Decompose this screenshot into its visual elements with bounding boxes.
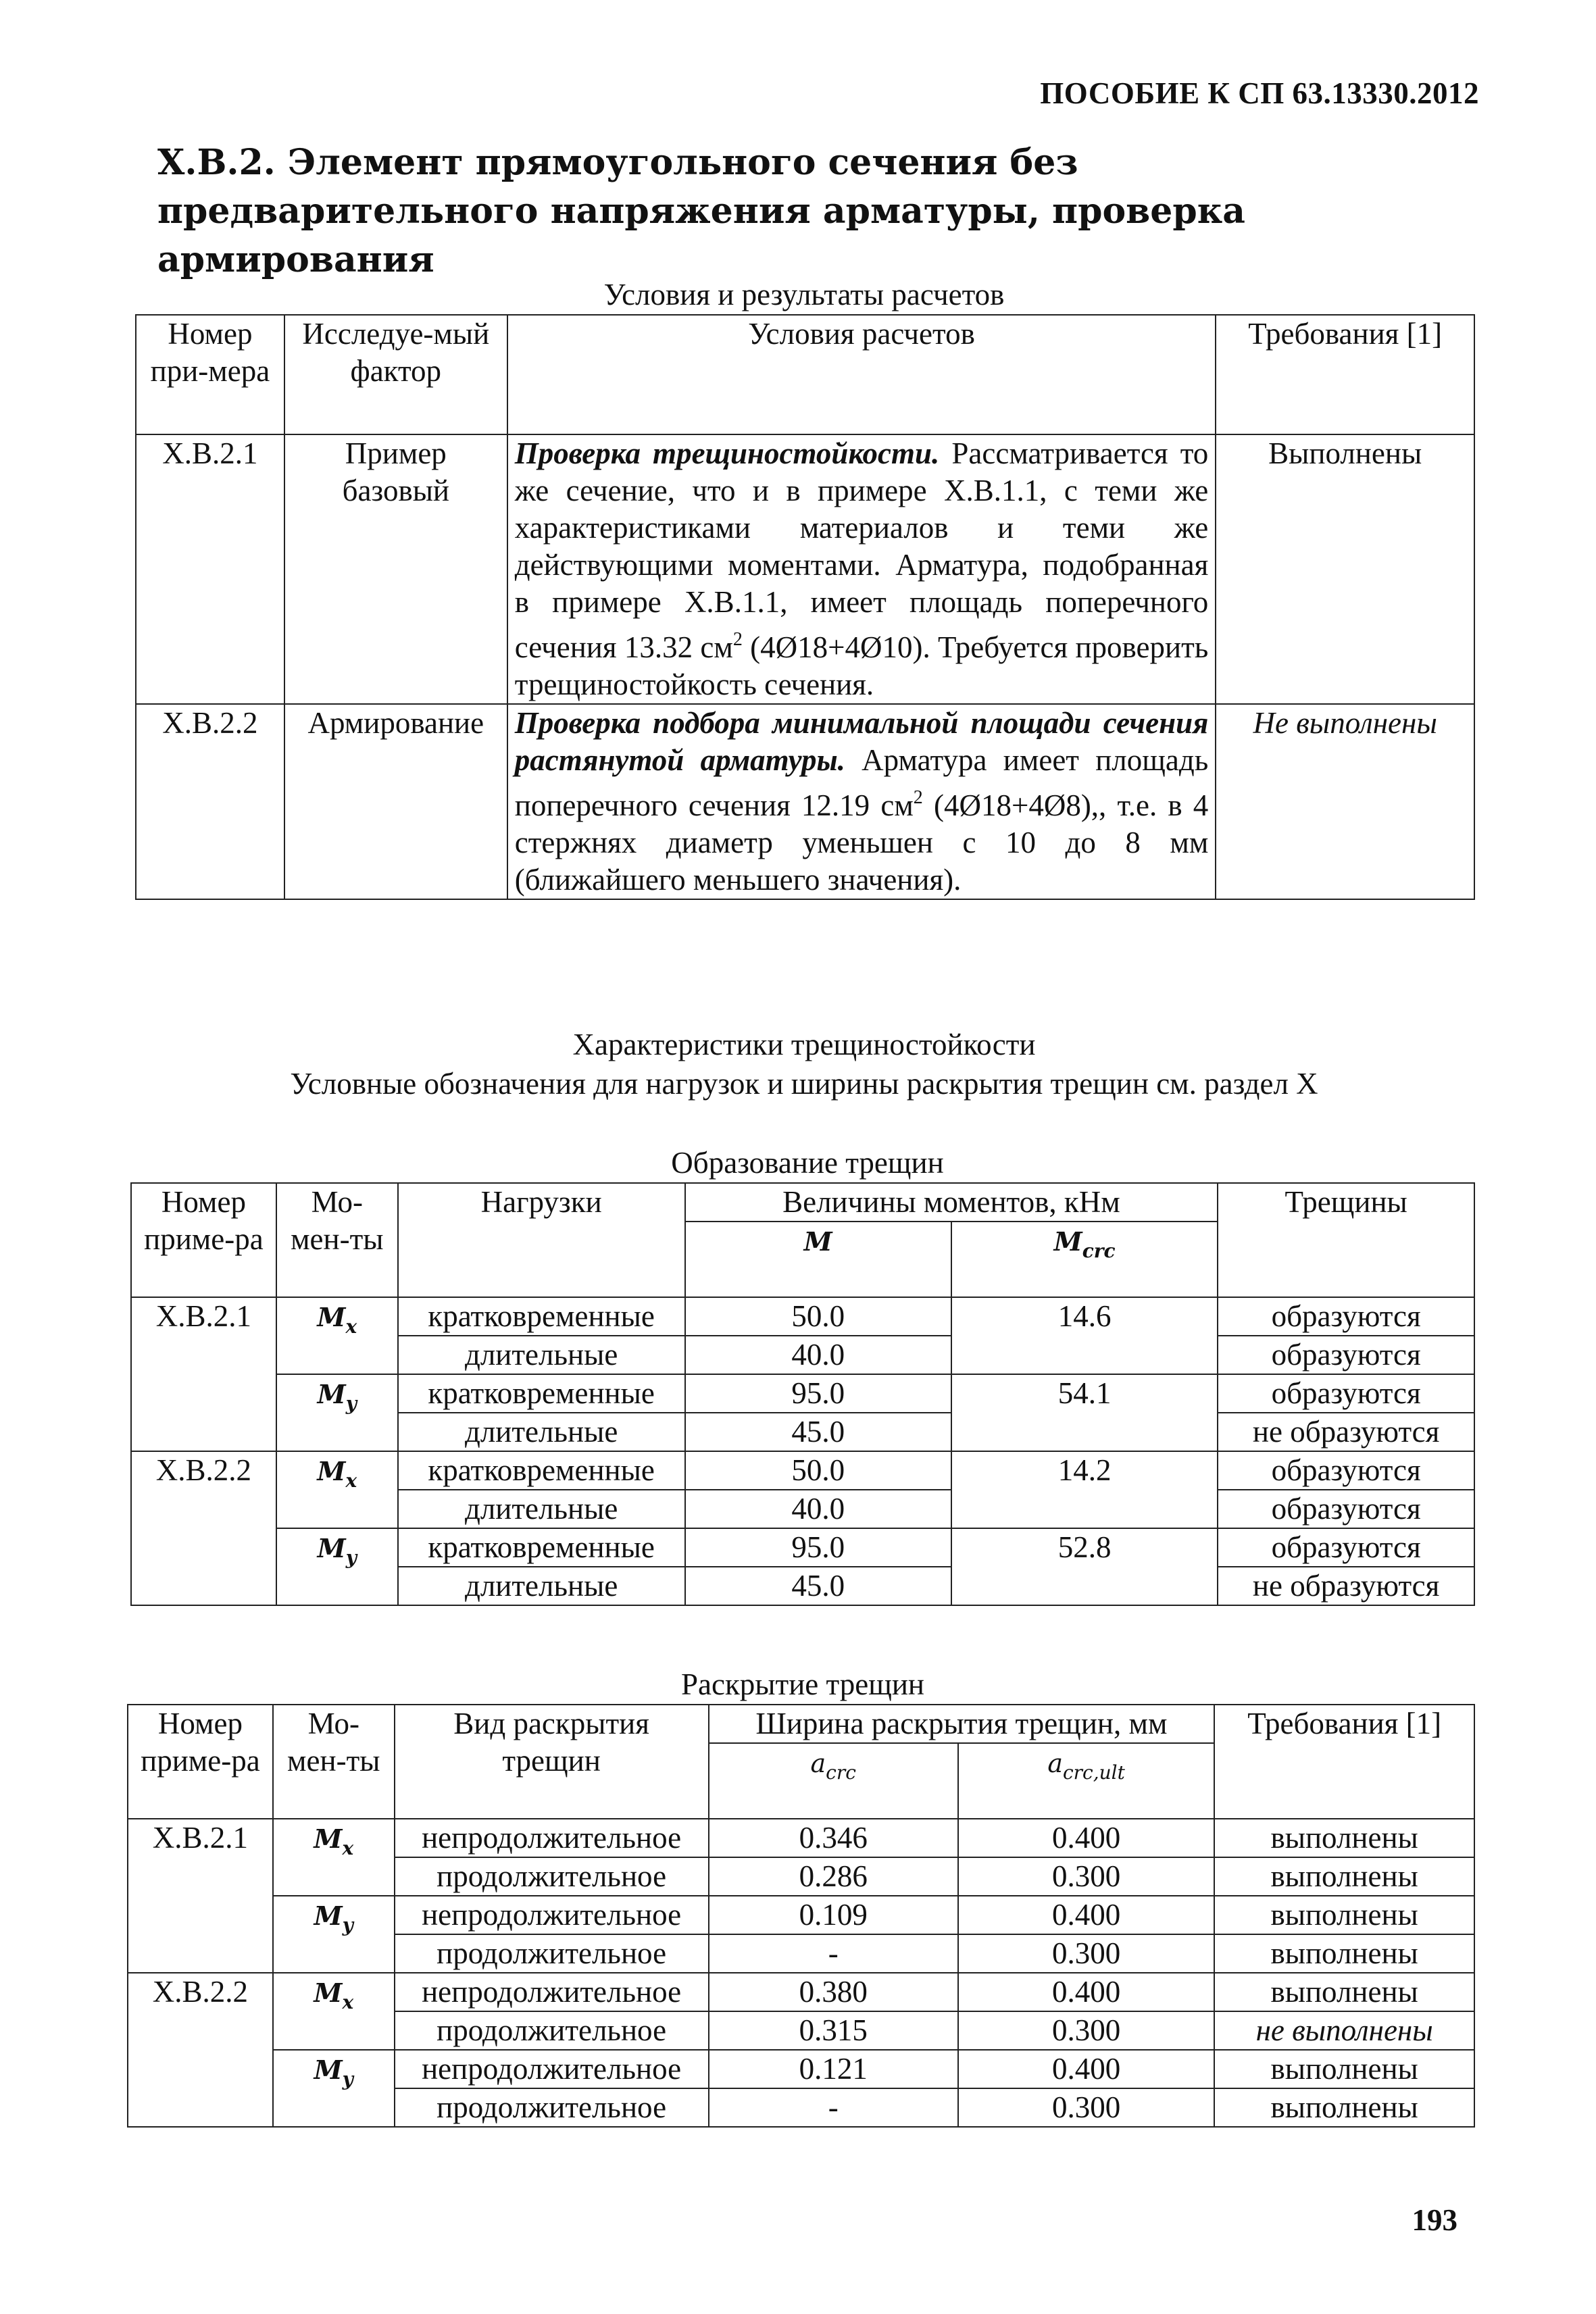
acrc-ult-value: 0.300 bbox=[958, 2011, 1214, 2050]
example-number: Х.В.2.2 bbox=[136, 704, 284, 899]
conditions-cell bbox=[507, 704, 1216, 899]
conditions-text-end: (4Ø18+4Ø10). Требуется проверить трещиностойкость сечения. bbox=[514, 630, 1209, 701]
moment-cell: $M_x$ bbox=[276, 1297, 398, 1374]
crack-formation-table bbox=[130, 1182, 1475, 1606]
conditions-text: Арматура имеет площадь поперечного сечения 12.19 см bbox=[514, 743, 1209, 822]
acrc-ult-value: 0.300 bbox=[958, 1857, 1214, 1896]
conditions-cell bbox=[507, 434, 1216, 704]
col-header-moment-values: Величины моментов, кНм bbox=[685, 1183, 1218, 1222]
table-row bbox=[136, 434, 1474, 704]
conditions-text-end: (4Ø18+4Ø8),, т.е. в 4 стержнях диаметр уменьшен с 10 до 8 мм (ближайшего меньшего значения). bbox=[514, 788, 1209, 897]
col-header-crack-width: Ширина раскрытия трещин, мм bbox=[709, 1705, 1215, 1743]
requirements-cell: не выполнены bbox=[1214, 2011, 1474, 2050]
acrc-ult-value: 0.300 bbox=[958, 2088, 1214, 2127]
table-row bbox=[128, 2050, 1474, 2088]
col-header-opening-type: Вид раскрытия трещин bbox=[395, 1705, 709, 1819]
load-cell: длительные bbox=[398, 1413, 685, 1451]
opening-type-cell: продолжительное bbox=[395, 1934, 709, 1973]
M-value: 45.0 bbox=[685, 1413, 951, 1451]
load-cell: длительные bbox=[398, 1490, 685, 1528]
table-row bbox=[131, 1374, 1474, 1413]
table1-caption: Условия и результаты расчетов bbox=[603, 278, 1005, 311]
load-cell: длительные bbox=[398, 1336, 685, 1374]
col-header-Mcrc: $M_{crc}$ bbox=[951, 1222, 1218, 1297]
cracks-cell: образуются bbox=[1218, 1297, 1474, 1336]
acrc-value: 0.346 bbox=[709, 1819, 958, 1857]
crack-opening-table bbox=[127, 1704, 1475, 2128]
table-row bbox=[136, 704, 1474, 899]
opening-type-cell: продолжительное bbox=[395, 2011, 709, 2050]
M-value: 40.0 bbox=[685, 1336, 951, 1374]
requirements-cell: выполнены bbox=[1214, 2088, 1474, 2127]
table-row bbox=[131, 1451, 1474, 1490]
acrc-ult-value: 0.400 bbox=[958, 1896, 1214, 1934]
factor-cell: Армирование bbox=[284, 704, 507, 899]
moment-cell: $M_y$ bbox=[276, 1374, 398, 1451]
factor-cell: Пример базовый bbox=[284, 434, 507, 704]
section-title: Характеристики трещиностойкости bbox=[572, 1028, 1036, 1061]
table3-caption: Раскрытие трещин bbox=[680, 1667, 925, 1701]
M-value: 95.0 bbox=[685, 1528, 951, 1567]
cracks-cell: образуются bbox=[1218, 1374, 1474, 1413]
table-header-row bbox=[131, 1183, 1474, 1222]
acrc-value: - bbox=[709, 2088, 958, 2127]
Mcrc-value: 52.8 bbox=[951, 1528, 1218, 1605]
col-header-moments: Мо-мен-ты bbox=[276, 1183, 398, 1297]
requirements-cell: выполнены bbox=[1214, 1896, 1474, 1934]
load-cell: кратковременные bbox=[398, 1528, 685, 1567]
col-header-requirements: Требования [1] bbox=[1214, 1705, 1474, 1819]
Mcrc-value: 14.2 bbox=[951, 1451, 1218, 1528]
moment-cell: $M_y$ bbox=[276, 1528, 398, 1605]
acrc-value: 0.286 bbox=[709, 1857, 958, 1896]
opening-type-cell: непродолжительное bbox=[395, 1896, 709, 1934]
M-value: 95.0 bbox=[685, 1374, 951, 1413]
requirements-cell: выполнены bbox=[1214, 2050, 1474, 2088]
moment-cell: $M_x$ bbox=[276, 1451, 398, 1528]
acrc-value: 0.380 bbox=[709, 1973, 958, 2011]
requirements-cell: выполнены bbox=[1214, 1934, 1474, 1973]
requirements-cell: Выполнены bbox=[1216, 434, 1474, 704]
cracks-cell: образуются bbox=[1218, 1336, 1474, 1374]
section-heading: Х.В.2. Элемент прямоугольного сечения без предварительного напряжения арматуры, проверка армирования bbox=[157, 142, 1245, 280]
example-number: Х.В.2.1 bbox=[128, 1819, 273, 1973]
col-header-cracks: Трещины bbox=[1218, 1183, 1474, 1297]
acrc-ult-value: 0.400 bbox=[958, 1973, 1214, 2011]
opening-type-cell: продолжительное bbox=[395, 1857, 709, 1896]
section-subtitle: Условные обозначения для нагрузок и ширины раскрытия трещин см. раздел Х bbox=[290, 1067, 1318, 1101]
cracks-cell: образуются bbox=[1218, 1528, 1474, 1567]
cracks-cell: образуются bbox=[1218, 1451, 1474, 1490]
col-header-requirements: Требования [1] bbox=[1216, 315, 1474, 434]
requirements-cell: выполнены bbox=[1214, 1973, 1474, 2011]
document-header: ПОСОБИЕ К СП 63.13330.2012 bbox=[1040, 76, 1479, 110]
col-header-loads: Нагрузки bbox=[398, 1183, 685, 1297]
cracks-cell: не образуются bbox=[1218, 1567, 1474, 1605]
col-header-factor: Исследуе-мый фактор bbox=[284, 315, 507, 434]
table2-caption: Образование трещин bbox=[671, 1146, 944, 1180]
opening-type-cell: непродолжительное bbox=[395, 2050, 709, 2088]
col-header-M: M bbox=[685, 1222, 951, 1297]
conditions-table bbox=[135, 314, 1475, 900]
example-number: Х.В.2.2 bbox=[131, 1451, 276, 1605]
col-header-acrc: $a_{crc}$ bbox=[709, 1743, 958, 1819]
requirements-cell: Не выполнены bbox=[1216, 704, 1474, 899]
acrc-value: 0.121 bbox=[709, 2050, 958, 2088]
table-row bbox=[131, 1528, 1474, 1567]
requirements-cell: выполнены bbox=[1214, 1857, 1474, 1896]
conditions-lead: Проверка трещиностойкости. bbox=[514, 436, 940, 470]
col-header-moments: Мо-мен-ты bbox=[273, 1705, 395, 1819]
table-header-row bbox=[128, 1705, 1474, 1743]
table-row bbox=[128, 1896, 1474, 1934]
superscript: 2 bbox=[732, 629, 743, 650]
example-number: Х.В.2.1 bbox=[136, 434, 284, 704]
load-cell: кратковременные bbox=[398, 1297, 685, 1336]
moment-cell: $M_y$ bbox=[273, 2050, 395, 2127]
example-number: Х.В.2.1 bbox=[131, 1297, 276, 1451]
moment-cell: $M_y$ bbox=[273, 1896, 395, 1973]
col-header-acrc-ult: $a_{crc,ult}$ bbox=[958, 1743, 1214, 1819]
col-header-number: Номер при-мера bbox=[136, 315, 284, 434]
acrc-value: 0.109 bbox=[709, 1896, 958, 1934]
requirements-cell: выполнены bbox=[1214, 1819, 1474, 1857]
opening-type-cell: продолжительное bbox=[395, 2088, 709, 2127]
load-cell: кратковременные bbox=[398, 1374, 685, 1413]
conditions-lead: Проверка подбора минимальной площади сечения растянутой арматуры. bbox=[514, 706, 1209, 777]
table-row bbox=[131, 1297, 1474, 1336]
opening-type-cell: непродолжительное bbox=[395, 1819, 709, 1857]
acrc-ult-value: 0.400 bbox=[958, 1819, 1214, 1857]
Mcrc-value: 14.6 bbox=[951, 1297, 1218, 1374]
acrc-ult-value: 0.300 bbox=[958, 1934, 1214, 1973]
acrc-value: 0.315 bbox=[709, 2011, 958, 2050]
Mcrc-value: 54.1 bbox=[951, 1374, 1218, 1451]
M-value: 45.0 bbox=[685, 1567, 951, 1605]
superscript: 2 bbox=[913, 787, 923, 808]
page-number: 193 bbox=[1412, 2203, 1457, 2237]
cracks-cell: не образуются bbox=[1218, 1413, 1474, 1451]
M-value: 50.0 bbox=[685, 1297, 951, 1336]
moment-cell: $M_x$ bbox=[273, 1973, 395, 2050]
cracks-cell: образуются bbox=[1218, 1490, 1474, 1528]
col-header-number: Номер приме-ра bbox=[128, 1705, 273, 1819]
M-value: 40.0 bbox=[685, 1490, 951, 1528]
conditions-text: Рассматривается то же сечение, что и в примере Х.В.1.1, с теми же характеристиками материалов и теми же действующими моментами. Арматура, подобранная в примере Х.В.1.1, имеет площадь поперечного сечения 13.32 см bbox=[514, 436, 1209, 664]
moment-cell: $M_x$ bbox=[273, 1819, 395, 1896]
load-cell: длительные bbox=[398, 1567, 685, 1605]
table-header-row bbox=[136, 315, 1474, 434]
example-number: Х.В.2.2 bbox=[128, 1973, 273, 2127]
col-header-conditions: Условия расчетов bbox=[507, 315, 1216, 434]
col-header-number: Номер приме-ра bbox=[131, 1183, 276, 1297]
table-row bbox=[128, 1819, 1474, 1857]
table-row bbox=[128, 1973, 1474, 2011]
M-value: 50.0 bbox=[685, 1451, 951, 1490]
acrc-ult-value: 0.400 bbox=[958, 2050, 1214, 2088]
acrc-value: - bbox=[709, 1934, 958, 1973]
load-cell: кратковременные bbox=[398, 1451, 685, 1490]
opening-type-cell: непродолжительное bbox=[395, 1973, 709, 2011]
